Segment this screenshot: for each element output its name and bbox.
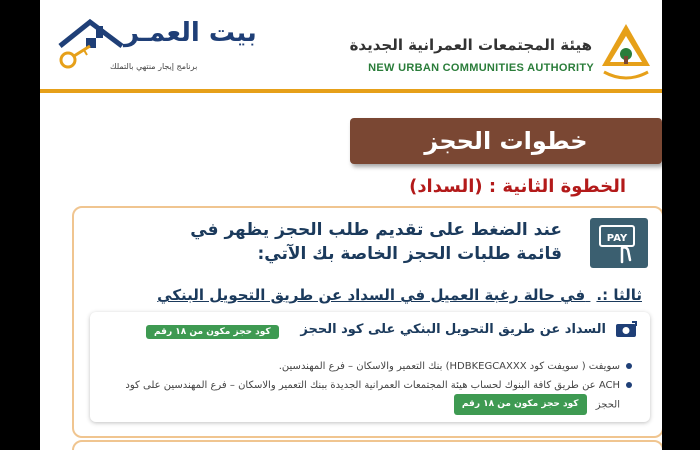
ach-instruction: ACH عن طريق كافة البنوك لحساب هيئة المجتمعات العمرانية الجديدة ببنك التعمير والاسكان – فرع المهندسين على كود الحجز [125, 380, 620, 411]
section-three-label: ثالثا :. [596, 286, 642, 304]
document-page [40, 0, 662, 450]
bank-transfer-title: السداد عن طريق التحويل البنكي على كود الحجز [300, 322, 606, 337]
bank-transfer-icon [614, 320, 638, 340]
next-card [72, 440, 662, 450]
swift-instruction: سويفت ( سويفت كود HDBKEGCAXXX) بنك التعمير والاسكان – فرع المهندسين. [278, 361, 620, 372]
brand-subtitle: برنامج إيجار منتهي بالتملك [110, 62, 198, 71]
pay-icon-label: PAY [606, 233, 628, 244]
reservation-code-badge: كود حجز مكون من ١٨ رقم [146, 325, 279, 339]
instructions-card [72, 206, 662, 438]
reservation-code-badge-2: كود حجز مكون من ١٨ رقم [454, 394, 587, 415]
step-heading: الخطوة الثانية : (السداد) [409, 176, 626, 197]
section-three-text: في حالة رغبة العميل في السداد عن طريق التحويل البنكي [157, 286, 586, 304]
list-item [120, 377, 620, 415]
bank-transfer-box [90, 312, 650, 422]
pay-icon [590, 218, 648, 268]
authority-name-arabic: هيئة المجتمعات العمرانية الجديدة [349, 36, 592, 54]
nuca-logo-icon [598, 22, 654, 86]
brand-title: بيت العمـر [124, 18, 257, 48]
authority-name-english: NEW URBAN COMMUNITIES AUTHORITY [368, 62, 594, 74]
page-title: خطوات الحجز [350, 118, 662, 164]
header [40, 0, 662, 100]
section-three-heading [157, 286, 642, 304]
payment-methods-list [120, 358, 620, 417]
card-heading: عند الضغط على تقديم طلب الحجز يظهر في قائمة طلبات الحجز الخاصة بك الآتي: [190, 220, 562, 264]
header-divider [40, 89, 662, 93]
list-item [120, 358, 620, 375]
